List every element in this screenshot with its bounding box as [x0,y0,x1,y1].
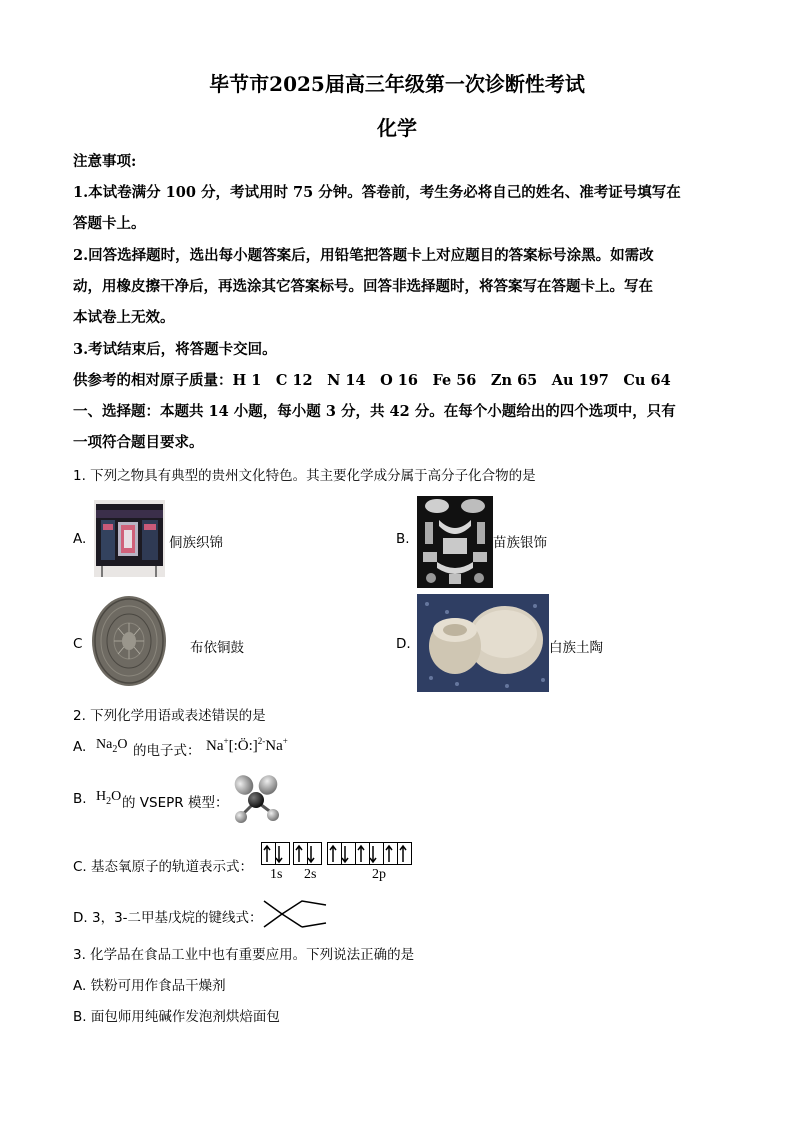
q3-stem: 3. 化学品在食品工业中也有重要应用。下列说法正确的是 [73,947,415,963]
formula-o: O [117,737,128,752]
vsepr-model-icon [230,775,282,825]
brocade-photo [94,500,165,577]
section-1-line-1: 一、选择题：本题共 14 小题，每小题 3 分，共 42 分。在每个小题给出的四个选项中，只有 [73,403,676,420]
q1-option-c-letter: C [73,636,83,652]
q1-option-c-text: 布依铜鼓 [190,640,244,656]
q1-option-d-text: 白族土陶 [549,640,603,656]
silver-ornament-photo [417,496,493,588]
q2-option-b-text: 的 VSEPR 模型： [122,795,229,811]
q2-option-c-text: C. 基态氧原子的轨道表示式： [73,859,254,875]
q1-option-a-letter: A. [73,531,87,547]
q1-option-b-text: 苗族银饰 [493,535,547,551]
notice-line-2b: 动，用橡皮擦干净后，再选涂其它答案标号。回答非选择题时，将答案写在答题卡上。写在 [73,278,653,295]
subject-title: 化学 [377,116,417,140]
formula-na: Na [96,737,113,752]
es-plus-1: + [223,736,229,746]
es-na-1: Na [206,738,224,754]
q2-b-formula [96,789,121,807]
q1-option-a-text: 侗族织锦 [169,535,223,551]
notice-line-2: 2.回答选择题时，选出每小题答案后，用铅笔把答题卡上对应题目的答案标号涂黑。如需改 [73,247,654,264]
notice-line-1b: 答题卡上。 [73,215,146,232]
formula-h-o: O [111,789,122,804]
formula-h: H [96,789,107,804]
section-1-line-2: 一项符合题目要求。 [73,434,204,451]
skeletal-formula-icon [262,897,330,931]
q2-option-d-text: D. 3，3-二甲基戊烷的键线式： [73,910,263,926]
es-oxide: [:Ö:] [228,738,258,754]
orbital-label-2s: 2s [304,867,317,882]
q2-option-b-letter: B. [73,791,87,807]
electron-formula [206,736,288,755]
notice-line-3: 3.考试结束后，将答题卡交回。 [73,341,277,358]
orbital-label-2p: 2p [372,867,386,882]
notice-line-2c: 本试卷上无效。 [73,309,175,326]
q1-option-b-letter: B. [396,531,410,547]
es-plus-2: + [282,736,288,746]
q2-a-formula [96,737,127,755]
q1-option-d-letter: D. [396,636,411,652]
q2-stem: 2. 下列化学用语或表述错误的是 [73,708,266,724]
q2-option-a-letter: A. [73,739,87,755]
q1-stem: 1. 下列之物具有典型的贵州文化特色。其主要化学成分属于高分子化合物的是 [73,468,536,484]
orbital-arrows-icon [258,842,418,866]
q3-option-a: A. 铁粉可用作食品干燥剂 [73,978,226,994]
atomic-mass-line: 供参考的相对原子质量：H 1 C 12 N 14 O 16 Fe 56 Zn 65 Au 197 Cu 64 [73,372,671,389]
es-charge: 2- [257,736,266,746]
notice-line-1: 1.本试卷满分 100 分，考试用时 75 分钟。答卷前，考生务必将自己的姓名、准考证号填写在 [73,184,681,201]
formula-h-sub: 2 [106,795,112,807]
orbital-label-1s: 1s [270,867,283,882]
formula-sub: 2 [112,743,118,755]
notice-heading: 注意事项: [73,153,137,170]
exam-title: 毕节市2025届高三年级第一次诊断性考试 [209,72,585,96]
pottery-photo [417,594,549,692]
q2-option-a-text: 的电子式： [133,743,201,759]
es-na-2: Na [265,738,283,754]
bronze-drum-photo [91,595,167,691]
q3-option-b: B. 面包师用纯碱作发泡剂烘焙面包 [73,1009,280,1025]
